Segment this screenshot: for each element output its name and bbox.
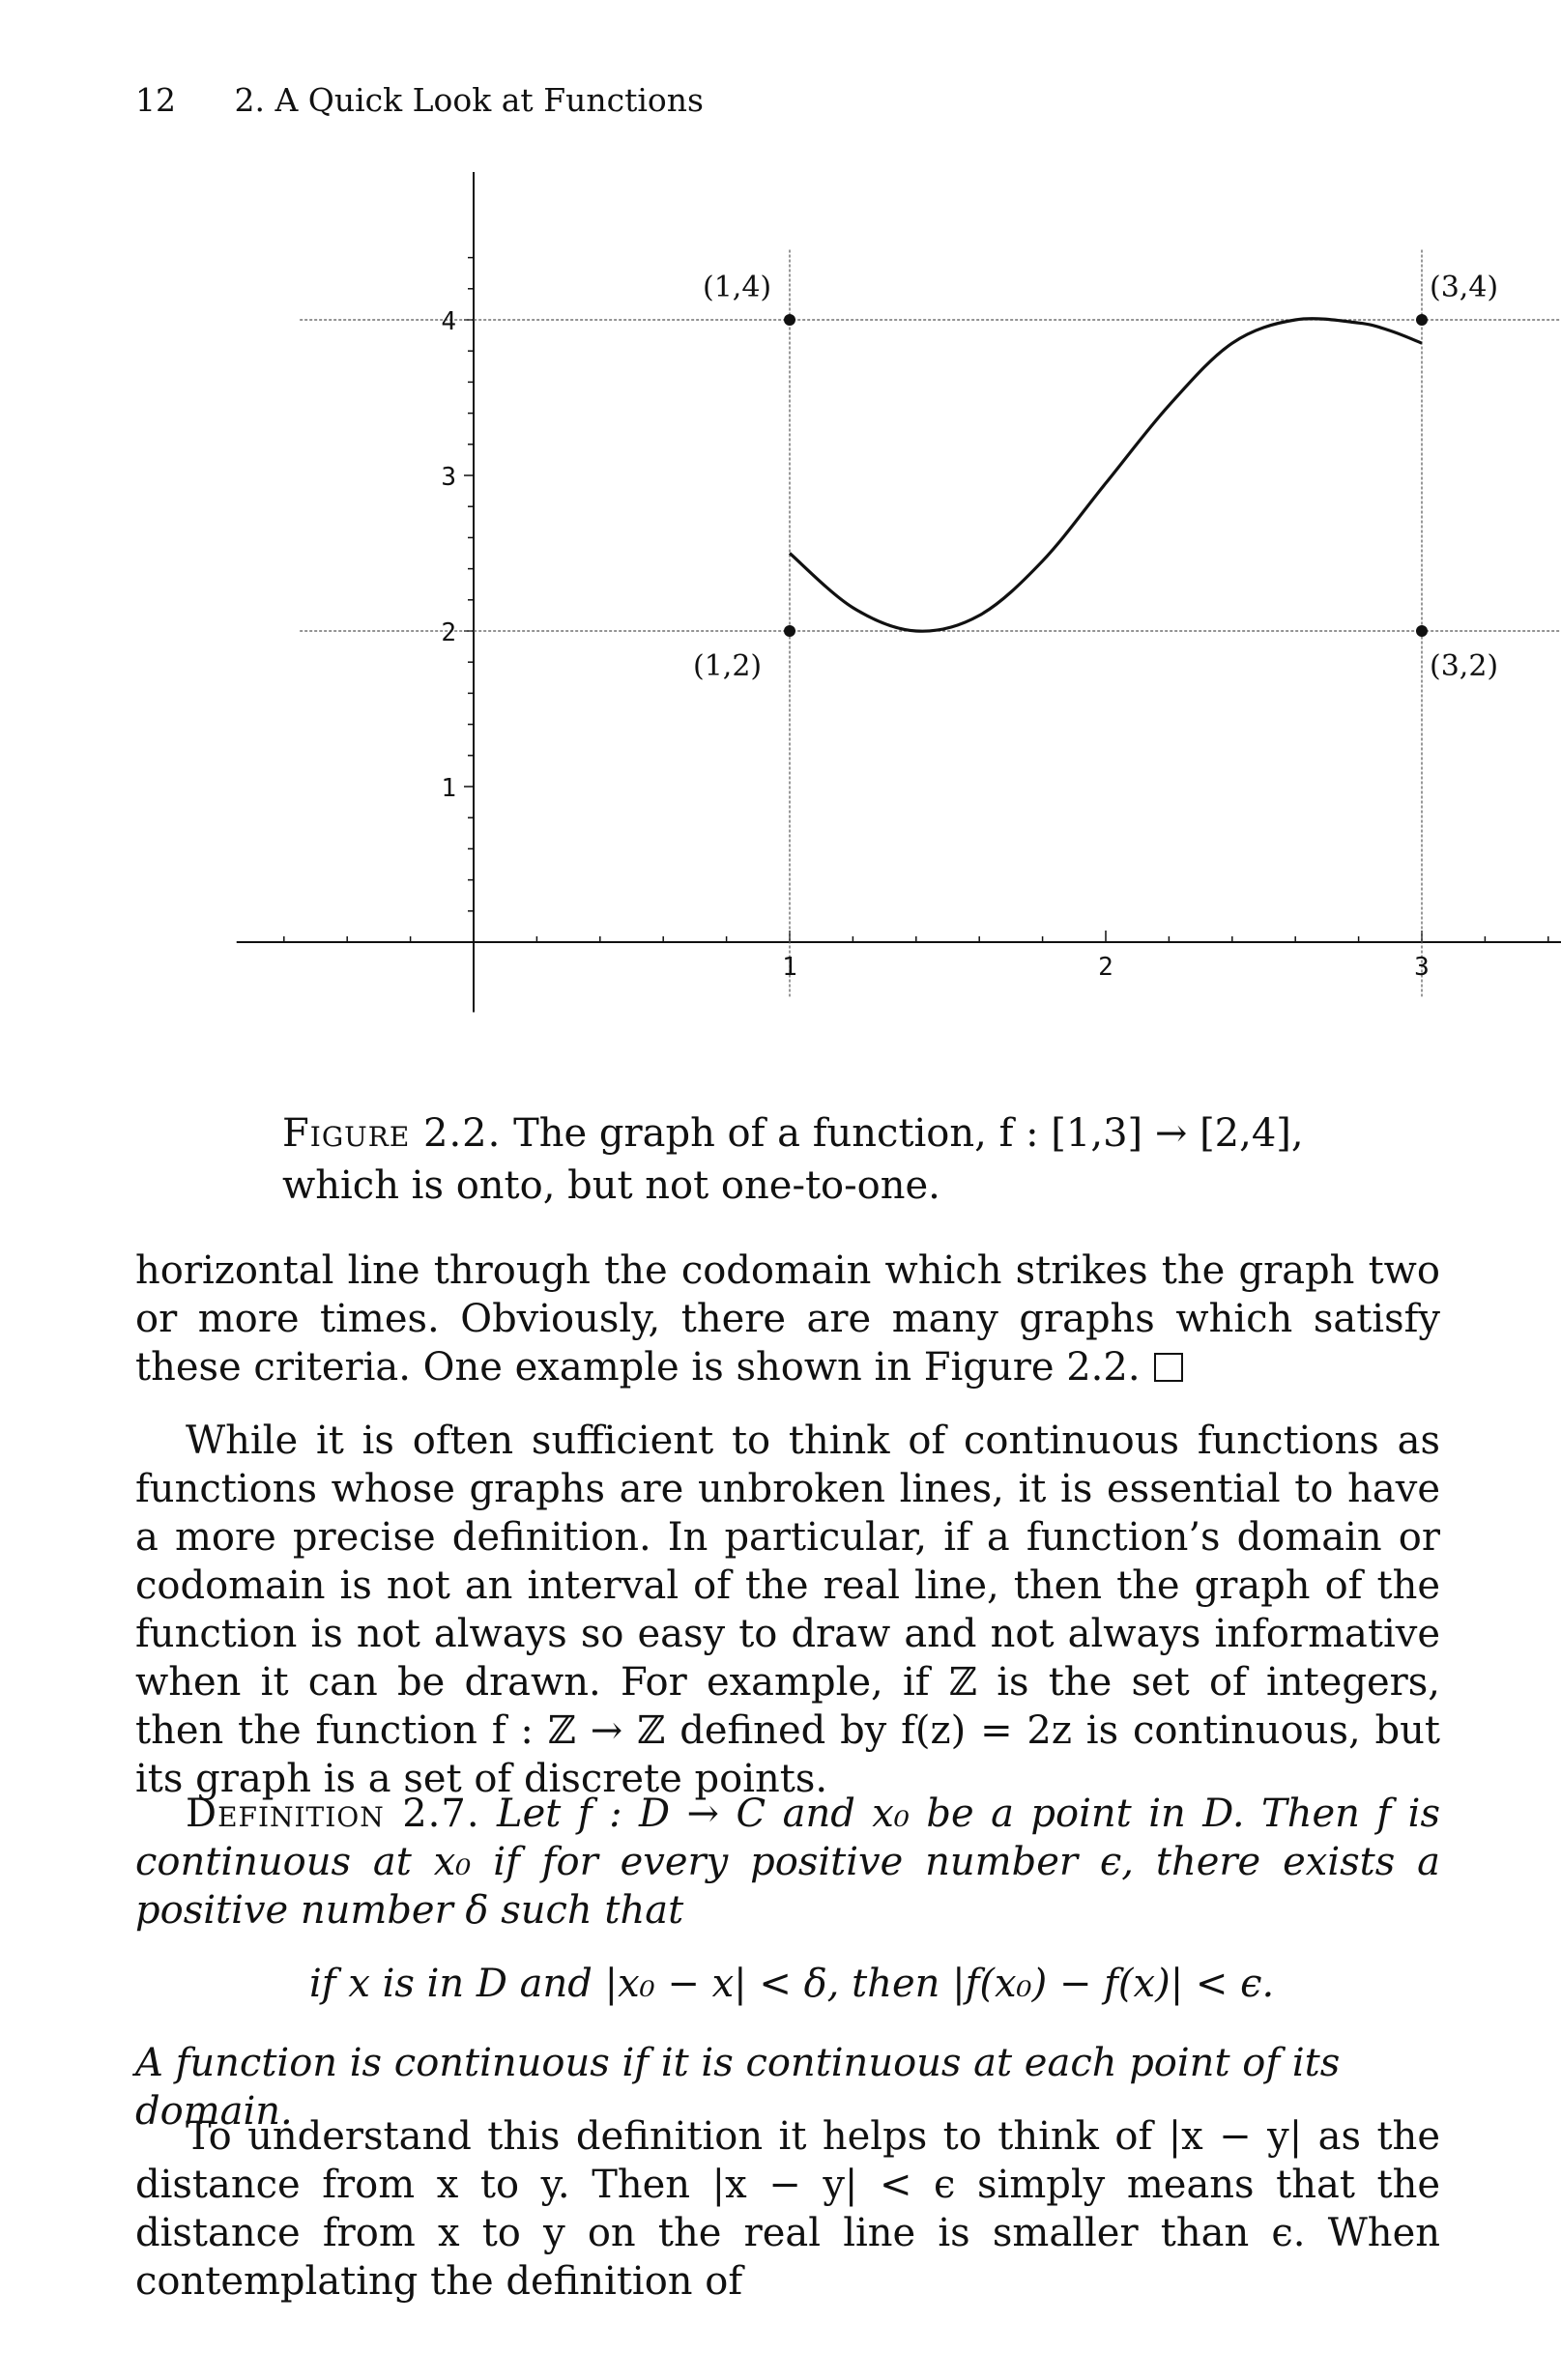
point-label: (1,2) — [693, 649, 763, 683]
continuity-statement: A function is continuous if it is continuous at each point of its domain. — [135, 2041, 1341, 2134]
function-graph — [0, 0, 1561, 1082]
y-tick-label: 3 — [441, 463, 456, 492]
definition-display-equation: if x is in D and |x₀ − x| < δ, then |f(x₀) − f(x)| < ϵ. — [309, 1962, 1275, 2006]
paragraph-1 — [135, 1247, 1440, 1391]
figure-caption-label: Figure 2.2. — [282, 1111, 502, 1156]
paragraph-5: To understand this definition it helps to think of |x − y| as the distance from x to y. Then |x − y| < ϵ simply means that the distance from x to y on the real line is smaller than ϵ. When contemplating the definition of — [135, 2114, 1440, 2304]
paragraph-1-text: horizontal line through the codomain which strikes the graph two or more times. Obviously, there are many graphs which satisfy these criteria. One example is shown in Figure 2.2. — [135, 1248, 1440, 1390]
figure-caption-text: The graph of a function, f : [1,3] → [2,4], which is onto, but not one-to-one. — [282, 1111, 1304, 1208]
chapter-title: 2. A Quick Look at Functions — [234, 81, 704, 119]
y-tick-label: 2 — [441, 618, 456, 647]
page-number: 12 — [135, 81, 176, 119]
x-tick-label: 1 — [782, 953, 797, 982]
definition-label: Definition 2.7. — [186, 1792, 480, 1836]
function-curve — [790, 319, 1422, 631]
paragraph-2: While it is often sufficient to think of continuous functions as functions whose graphs are unbroken lines, it is essential to have a more precise definition. In particular, if a function’s domain or codomain is not an interval of the real line, then the graph of the function is not always so easy to draw and not always informative when it can be drawn. For example, if ℤ is the set of integers, then the function f : ℤ → ℤ defined by f(z) = 2z is continuous, but its graph is a set of discrete points. — [135, 1419, 1440, 1801]
point-label: (3,4) — [1430, 271, 1499, 304]
plot-area — [237, 172, 1561, 1012]
x-tick-label: 3 — [1414, 953, 1430, 982]
definition-body: Let f : D → C and x₀ be a point in D. Then f is continuous at x₀ if for every positive number ϵ, there exists a positive number δ such that — [135, 1792, 1440, 1933]
qed-box-icon — [1154, 1353, 1183, 1382]
y-tick-label: 4 — [441, 307, 456, 336]
marked-point — [784, 625, 795, 637]
point-label: (3,2) — [1430, 649, 1499, 683]
marked-point — [1416, 625, 1428, 637]
definition-2-7 — [135, 1790, 1440, 1935]
y-tick-label: 1 — [441, 774, 456, 803]
x-tick-label: 2 — [1098, 953, 1113, 982]
point-label: (1,4) — [703, 271, 772, 304]
marked-point — [1416, 314, 1428, 326]
figure-caption — [282, 1107, 1403, 1212]
marked-point — [784, 314, 795, 326]
